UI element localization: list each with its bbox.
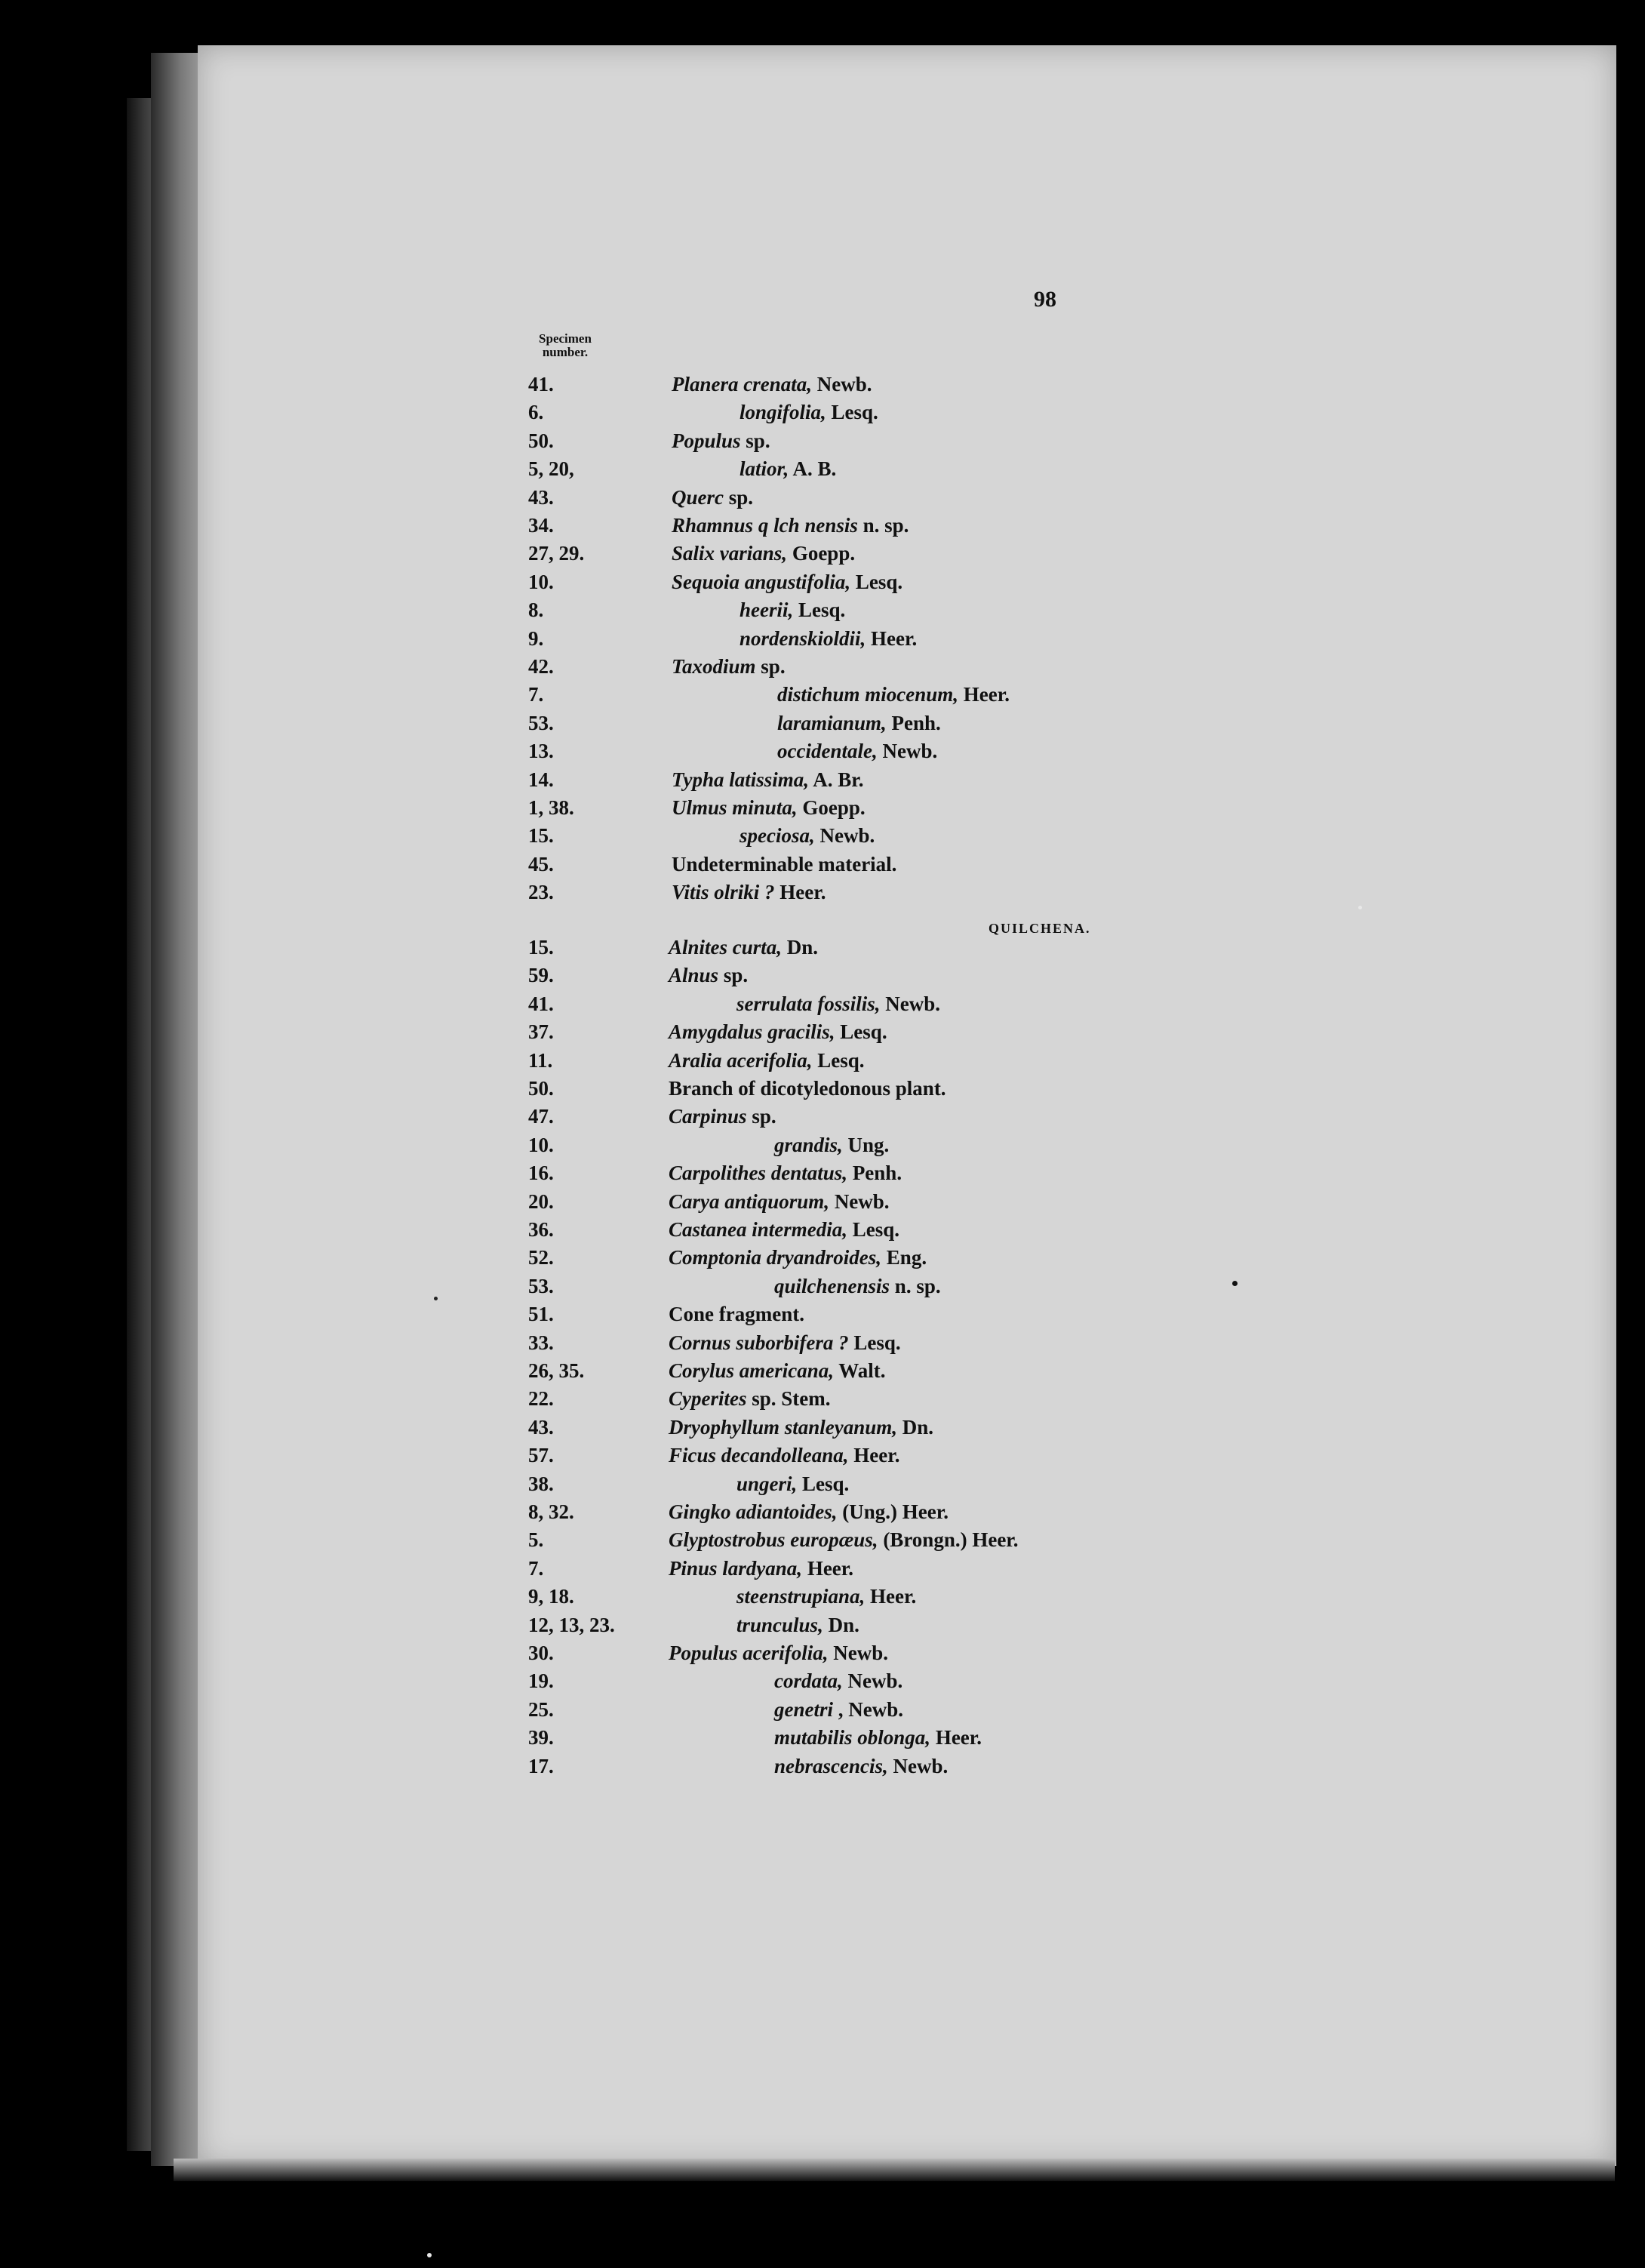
specimen-number: 43. — [528, 485, 554, 509]
taxon-name — [669, 1077, 946, 1100]
taxon-name — [669, 936, 818, 959]
species-name: serrulata fossilis, — [736, 992, 881, 1015]
species-name: curta, — [732, 936, 783, 959]
genus-name: Carpolithes — [669, 1162, 767, 1185]
specimen-number: 59. — [528, 964, 554, 987]
specimen-number: 13. — [528, 740, 554, 763]
author-citation: n. sp. — [857, 514, 909, 537]
document-page — [198, 45, 1616, 2166]
taxon-name — [669, 1049, 865, 1072]
author-citation: Heer. — [958, 683, 1010, 706]
page-bottom-edge — [174, 2159, 1615, 2181]
species-name: trunculus, — [736, 1613, 823, 1636]
author-citation: n. sp. — [890, 1274, 941, 1297]
author-citation: Lesq. — [850, 570, 903, 593]
author-citation: Penh. — [886, 711, 941, 734]
specimen-number: 33. — [528, 1331, 554, 1354]
specimen-number: 10. — [528, 570, 554, 593]
genus-name: Corylus — [669, 1359, 735, 1382]
specimen-number: 9, 18. — [528, 1585, 574, 1608]
specimen-number: 15. — [528, 824, 554, 848]
specimen-number: 9. — [528, 626, 544, 650]
species-name: lardyana, — [722, 1556, 803, 1580]
species-name: longifolia, — [739, 401, 826, 424]
taxon-name — [739, 599, 845, 622]
author-citation: Dn. — [897, 1415, 934, 1439]
taxon-name — [774, 1755, 948, 1778]
taxon-name — [736, 1614, 859, 1637]
specimen-number: 51. — [528, 1303, 554, 1326]
specimen-number: 16. — [528, 1162, 554, 1185]
author-citation: Lesq. — [847, 1218, 900, 1241]
species-name: olriki ? — [714, 881, 775, 904]
specimen-number: 38. — [528, 1472, 554, 1495]
taxon-name — [672, 486, 753, 509]
taxon-text: Branch of dicotyledonous plant. — [669, 1077, 946, 1100]
author-citation: Newb. — [887, 1754, 949, 1777]
taxon-name — [672, 571, 902, 594]
species-name: distichum miocenum, — [777, 683, 959, 706]
author-citation: Heer. — [802, 1556, 854, 1580]
taxon-name — [672, 373, 872, 396]
page-number: 98 — [1034, 287, 1056, 312]
genus-name: Alnus — [669, 964, 719, 987]
species-name: cordata, — [774, 1669, 843, 1693]
taxon-name — [777, 740, 937, 763]
specimen-number: 52. — [528, 1246, 554, 1269]
author-citation: Lesq. — [835, 1020, 887, 1044]
species-name: speciosa, — [739, 824, 815, 848]
author-citation: Ung. — [842, 1133, 890, 1156]
specimen-number: 8, 32. — [528, 1500, 574, 1523]
specimen-number: 42. — [528, 655, 554, 678]
author-citation: Eng. — [881, 1246, 927, 1269]
author-citation: Goepp. — [797, 796, 866, 819]
author-citation: Heer. — [930, 1726, 982, 1749]
taxon-name — [669, 1020, 887, 1044]
author-citation: Dn. — [782, 936, 819, 959]
author-citation: Lesq. — [793, 599, 846, 622]
author-citation: sp. — [723, 964, 749, 987]
genus-name: Pinus — [669, 1556, 718, 1580]
taxon-name — [672, 881, 826, 904]
specimen-number: 37. — [528, 1020, 554, 1044]
taxon-name — [739, 627, 917, 651]
specimen-number: 6. — [528, 401, 544, 424]
column-header-line-1: Specimen — [539, 331, 592, 346]
specimen-number: 12, 13, 23. — [528, 1613, 615, 1636]
author-citation: A. B. — [789, 457, 837, 481]
species-name: acerifolia, — [743, 1642, 829, 1664]
author-citation: Lesq. — [826, 401, 878, 424]
author-citation: sp. — [752, 1105, 776, 1128]
author-citation: Walt. — [834, 1359, 886, 1382]
specimen-number: 41. — [528, 373, 554, 395]
author-citation: , Newb. — [833, 1697, 903, 1721]
taxon-name — [777, 683, 1010, 706]
taxon-name — [672, 514, 909, 537]
genus-name: Taxodium — [672, 655, 756, 678]
column-header-line-2: number. — [542, 345, 589, 359]
taxon-name — [669, 1557, 853, 1580]
scan-speck — [1358, 906, 1362, 909]
taxon-name — [774, 1669, 902, 1693]
author-citation: Dn. — [822, 1613, 859, 1636]
genus-name: Vitis — [672, 881, 709, 904]
taxon-name — [669, 1218, 899, 1242]
genus-name: Carpinus — [669, 1105, 747, 1128]
taxon-name — [774, 1698, 903, 1722]
species-name: nordenskioldii, — [739, 626, 866, 650]
taxon-name — [672, 429, 770, 453]
specimen-number: 27, 29. — [528, 542, 585, 565]
species-name: heerii, — [739, 599, 794, 622]
taxon-name — [669, 1500, 949, 1524]
author-citation: Goepp. — [787, 542, 856, 565]
species-name: occidentale, — [777, 740, 878, 763]
author-citation: Newb. — [829, 1189, 890, 1213]
genus-name: Populus — [672, 429, 741, 452]
specimen-number: 39. — [528, 1726, 554, 1749]
specimen-number: 19. — [528, 1669, 554, 1693]
taxon-name — [672, 768, 864, 792]
author-citation: Heer. — [866, 626, 918, 650]
species-name: stanleyanum, — [784, 1415, 898, 1439]
species-name: q lch nensis — [758, 514, 858, 537]
taxon-name — [669, 1416, 933, 1439]
genus-name: Alnites — [669, 936, 728, 959]
genus-name: Gingko — [669, 1500, 731, 1523]
genus-name: Rhamnus — [672, 514, 754, 537]
author-citation: sp. Stem. — [752, 1387, 831, 1411]
species-name: angustifolia, — [744, 570, 851, 593]
scan-speck — [427, 2253, 432, 2257]
specimen-number: 47. — [528, 1105, 554, 1128]
taxon-name — [672, 796, 866, 820]
author-citation: Newb. — [877, 740, 938, 763]
specimen-number: 34. — [528, 514, 554, 537]
specimen-number: 7. — [528, 1556, 544, 1580]
taxon-name — [669, 1642, 888, 1665]
taxon-name — [669, 964, 748, 987]
specimen-number: 53. — [528, 711, 554, 734]
specimen-number: 53. — [528, 1274, 554, 1297]
taxon-name — [669, 1105, 776, 1128]
taxon-name — [669, 1246, 927, 1269]
specimen-number: 10. — [528, 1133, 554, 1156]
genus-name: Salix — [672, 542, 715, 565]
genus-name: Ulmus — [672, 796, 727, 819]
author-citation: Lesq. — [848, 1331, 901, 1354]
section-heading-quilchena: QUILCHENA. — [989, 921, 1091, 936]
genus-name: Cornus — [669, 1331, 731, 1354]
scan-speck — [1232, 1281, 1238, 1286]
genus-name: Carya — [669, 1189, 720, 1213]
species-name: ungeri, — [736, 1472, 798, 1495]
species-name: intermedia, — [752, 1218, 848, 1241]
author-citation: Lesq. — [797, 1472, 850, 1495]
genus-name: Querc — [672, 485, 724, 509]
genus-name: Amygdalus — [669, 1020, 763, 1044]
specimen-number: 11. — [528, 1048, 553, 1072]
specimen-number: 45. — [528, 852, 554, 876]
taxon-name — [736, 1585, 916, 1608]
specimen-number: 8. — [528, 599, 544, 622]
taxon-name — [672, 542, 855, 565]
genus-name: Planera — [672, 373, 739, 395]
specimen-number: 26, 35. — [528, 1359, 585, 1382]
taxon-name — [736, 1473, 849, 1496]
specimen-number: 1, 38. — [528, 796, 574, 819]
author-citation: Heer. — [848, 1444, 900, 1467]
specimen-number: 57. — [528, 1444, 554, 1467]
species-name: decandolleana, — [721, 1444, 849, 1467]
taxon-name — [669, 1303, 804, 1326]
specimen-number: 23. — [528, 881, 554, 904]
specimen-number: 41. — [528, 992, 554, 1015]
species-name: dryandroides, — [766, 1246, 882, 1269]
species-name: europæus, — [790, 1528, 878, 1552]
genus-name: Typha — [672, 768, 724, 791]
author-citation: Newb. — [880, 992, 941, 1015]
species-name: acerifolia, — [727, 1048, 813, 1072]
author-citation: (Brongn.) Heer. — [878, 1528, 1019, 1552]
taxon-name — [669, 1387, 831, 1411]
specimen-number: 36. — [528, 1218, 554, 1241]
species-name: mutabilis oblonga, — [774, 1726, 931, 1749]
genus-name: Sequoia — [672, 570, 740, 593]
specimen-number: 22. — [528, 1387, 554, 1411]
taxon-name — [736, 992, 940, 1016]
taxon-text: Undeterminable material. — [672, 852, 897, 876]
species-name: latissima, — [729, 768, 810, 791]
taxon-name — [669, 1444, 900, 1467]
author-citation: sp. — [728, 485, 754, 509]
specimen-number: 43. — [528, 1415, 554, 1439]
specimen-number: 30. — [528, 1642, 554, 1664]
author-citation: Newb. — [812, 373, 872, 395]
specimen-number: 50. — [528, 1077, 554, 1100]
taxon-text: Cone fragment. — [669, 1303, 804, 1326]
taxon-name — [669, 1331, 901, 1355]
author-citation: sp. — [761, 655, 786, 678]
taxon-name — [739, 457, 836, 481]
species-name: dentatus, — [770, 1162, 848, 1185]
taxon-name — [774, 1134, 889, 1157]
specimen-number: 7. — [528, 683, 544, 706]
specimen-number: 50. — [528, 429, 554, 452]
specimen-number: 20. — [528, 1189, 554, 1213]
taxon-name — [669, 1162, 902, 1185]
author-citation: Lesq. — [812, 1048, 865, 1072]
species-name: crenata, — [743, 373, 813, 395]
genus-name: Comptonia — [669, 1246, 762, 1269]
taxon-name — [777, 712, 941, 735]
taxon-name — [774, 1726, 982, 1749]
specimen-number: 15. — [528, 936, 554, 959]
author-citation: Newb. — [842, 1669, 903, 1693]
author-citation: Heer. — [774, 881, 826, 904]
specimen-number: 17. — [528, 1754, 554, 1777]
genus-name: Ficus — [669, 1444, 717, 1467]
taxon-name — [669, 1528, 1019, 1552]
taxon-name — [672, 853, 896, 876]
genus-name: Castanea — [669, 1218, 747, 1241]
genus-name: Glyptostrobus — [669, 1528, 786, 1552]
taxon-name — [774, 1275, 941, 1298]
specimen-number: 14. — [528, 768, 554, 791]
author-citation: Penh. — [847, 1162, 902, 1185]
species-name: latior, — [739, 457, 789, 481]
taxon-name — [739, 824, 875, 848]
author-citation: Heer. — [865, 1585, 917, 1608]
genus-name: Dryophyllum — [669, 1415, 780, 1439]
species-name: nebrascencis, — [774, 1754, 888, 1777]
taxon-name — [739, 401, 878, 424]
genus-name: Cyperites — [669, 1387, 747, 1411]
species-name: americana, — [739, 1359, 835, 1382]
author-citation: (Ung.) Heer. — [837, 1500, 949, 1523]
scan-speck — [434, 1297, 438, 1300]
species-name: suborbifera ? — [736, 1331, 849, 1354]
specimen-number: 25. — [528, 1697, 554, 1721]
taxon-name — [669, 1359, 886, 1383]
species-name: adiantoides, — [736, 1500, 838, 1523]
author-citation: Newb. — [828, 1642, 889, 1664]
genus-name: Populus — [669, 1642, 738, 1664]
genus-name: Aralia — [669, 1048, 722, 1072]
specimen-number: 5, 20, — [528, 457, 574, 481]
author-citation: Newb. — [814, 824, 875, 848]
species-name: genetri — [774, 1697, 833, 1721]
species-name: grandis, — [774, 1133, 843, 1156]
column-header — [524, 332, 607, 359]
taxon-name — [672, 655, 786, 679]
species-name: minuta, — [732, 796, 798, 819]
taxon-name — [669, 1190, 890, 1214]
author-citation: sp. — [746, 429, 770, 452]
author-citation: A. Br. — [809, 768, 864, 791]
species-name: laramianum, — [777, 711, 887, 734]
species-name: quilchenensis — [774, 1274, 890, 1297]
specimen-number: 5. — [528, 1528, 544, 1552]
species-name: antiquorum, — [724, 1189, 830, 1213]
species-name: varians, — [719, 542, 788, 565]
species-name: gracilis, — [767, 1020, 835, 1044]
species-name: steenstrupiana, — [736, 1585, 866, 1608]
